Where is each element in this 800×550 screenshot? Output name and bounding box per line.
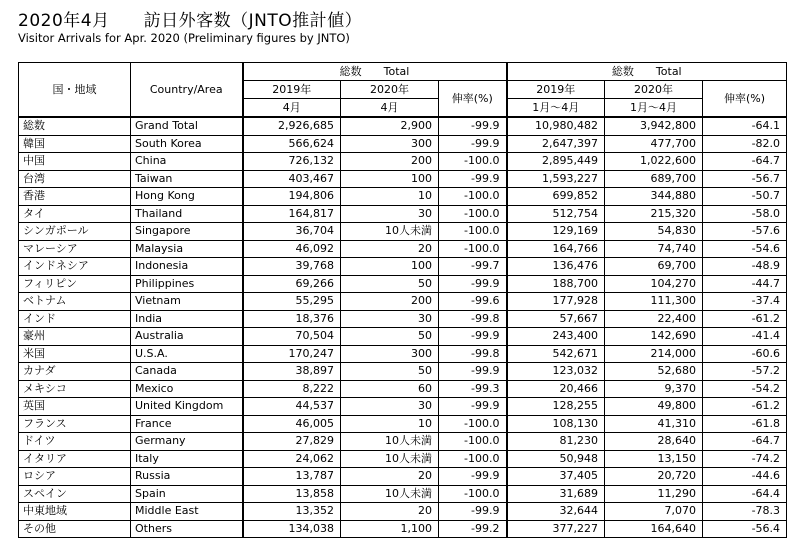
cell-region-jp: ドイツ	[19, 433, 131, 451]
cell-region-en: Hong Kong	[131, 188, 243, 206]
cell-region-jp: タイ	[19, 205, 131, 223]
cell-growth-month: -100.0	[439, 223, 507, 241]
cell-growth-ytd: -56.7	[703, 170, 787, 188]
cell-region-jp: イタリア	[19, 450, 131, 468]
cell-ytd-2019: 164,766	[507, 240, 605, 258]
cell-apr-2019: 24,062	[243, 450, 341, 468]
cell-region-jp: 総数	[19, 117, 131, 135]
page-subtitle: Visitor Arrivals for Apr. 2020 (Preliminary figures by JNTO)	[18, 31, 350, 45]
cell-growth-ytd: -60.6	[703, 345, 787, 363]
cell-apr-2020: 30	[341, 398, 439, 416]
table-row	[19, 117, 787, 135]
cell-region-jp: シンガポール	[19, 223, 131, 241]
cell-ytd-2020: 3,942,800	[605, 117, 703, 135]
cell-ytd-2020: 20,720	[605, 468, 703, 486]
cell-ytd-2020: 111,300	[605, 293, 703, 311]
cell-apr-2019: 566,624	[243, 135, 341, 153]
cell-ytd-2019: 123,032	[507, 363, 605, 381]
cell-region-en: Philippines	[131, 275, 243, 293]
cell-ytd-2019: 128,255	[507, 398, 605, 416]
cell-growth-month: -99.9	[439, 398, 507, 416]
cell-growth-ytd: -37.4	[703, 293, 787, 311]
cell-ytd-2019: 377,227	[507, 520, 605, 538]
cell-region-en: Grand Total	[131, 117, 243, 135]
cell-apr-2020: 60	[341, 380, 439, 398]
cell-ytd-2019: 31,689	[507, 485, 605, 503]
cell-ytd-2019: 542,671	[507, 345, 605, 363]
cell-growth-month: -100.0	[439, 153, 507, 171]
cell-growth-month: -100.0	[439, 485, 507, 503]
cell-apr-2019: 134,038	[243, 520, 341, 538]
cell-region-en: Australia	[131, 328, 243, 346]
page-title	[18, 6, 362, 30]
cell-growth-month: -99.9	[439, 135, 507, 153]
cell-apr-2019: 70,504	[243, 328, 341, 346]
header-2019-ytd-year: 2019年	[507, 81, 605, 99]
cell-ytd-2019: 81,230	[507, 433, 605, 451]
cell-growth-ytd: -48.9	[703, 258, 787, 276]
table-row	[19, 415, 787, 433]
cell-region-en: Indonesia	[131, 258, 243, 276]
title-main: 訪日外客数（JNTO推計値）	[143, 11, 363, 31]
cell-growth-ytd: -64.4	[703, 485, 787, 503]
cell-apr-2020: 100	[341, 258, 439, 276]
cell-ytd-2019: 20,466	[507, 380, 605, 398]
header-group-month: 総数 Total	[243, 63, 507, 81]
cell-apr-2020: 200	[341, 293, 439, 311]
cell-region-en: United Kingdom	[131, 398, 243, 416]
cell-apr-2019: 46,005	[243, 415, 341, 433]
cell-growth-ytd: -64.7	[703, 433, 787, 451]
cell-ytd-2020: 689,700	[605, 170, 703, 188]
cell-region-jp: 韓国	[19, 135, 131, 153]
cell-growth-ytd: -54.2	[703, 380, 787, 398]
cell-ytd-2019: 37,405	[507, 468, 605, 486]
cell-region-jp: フランス	[19, 415, 131, 433]
cell-region-en: Mexico	[131, 380, 243, 398]
header-2019-month-year: 2019年	[243, 81, 341, 99]
cell-ytd-2019: 108,130	[507, 415, 605, 433]
cell-region-en: Taiwan	[131, 170, 243, 188]
cell-apr-2020: 1,100	[341, 520, 439, 538]
cell-growth-ytd: -44.7	[703, 275, 787, 293]
cell-ytd-2020: 28,640	[605, 433, 703, 451]
cell-region-en: South Korea	[131, 135, 243, 153]
cell-ytd-2019: 2,895,449	[507, 153, 605, 171]
cell-apr-2020: 30	[341, 205, 439, 223]
cell-region-jp: ベトナム	[19, 293, 131, 311]
cell-apr-2020: 10	[341, 415, 439, 433]
cell-region-jp: 英国	[19, 398, 131, 416]
cell-growth-month: -99.9	[439, 468, 507, 486]
cell-region-en: Italy	[131, 450, 243, 468]
table-row	[19, 170, 787, 188]
cell-apr-2019: 69,266	[243, 275, 341, 293]
cell-apr-2019: 46,092	[243, 240, 341, 258]
cell-growth-ytd: -82.0	[703, 135, 787, 153]
cell-ytd-2019: 243,400	[507, 328, 605, 346]
table-row	[19, 205, 787, 223]
cell-growth-month: -99.8	[439, 310, 507, 328]
cell-growth-ytd: -58.0	[703, 205, 787, 223]
cell-apr-2020: 300	[341, 345, 439, 363]
cell-apr-2020: 20	[341, 503, 439, 521]
cell-ytd-2019: 57,667	[507, 310, 605, 328]
cell-growth-month: -99.9	[439, 170, 507, 188]
header-2020-month-year: 2020年	[341, 81, 439, 99]
cell-region-en: Thailand	[131, 205, 243, 223]
table-row	[19, 503, 787, 521]
cell-apr-2020: 10人未満	[341, 223, 439, 241]
cell-apr-2020: 20	[341, 468, 439, 486]
cell-ytd-2020: 142,690	[605, 328, 703, 346]
cell-region-en: Vietnam	[131, 293, 243, 311]
cell-growth-ytd: -57.2	[703, 363, 787, 381]
cell-apr-2019: 13,858	[243, 485, 341, 503]
cell-region-jp: スペイン	[19, 485, 131, 503]
cell-ytd-2020: 74,740	[605, 240, 703, 258]
cell-region-jp: その他	[19, 520, 131, 538]
cell-region-jp: カナダ	[19, 363, 131, 381]
cell-apr-2019: 27,829	[243, 433, 341, 451]
cell-growth-ytd: -57.6	[703, 223, 787, 241]
cell-apr-2019: 38,897	[243, 363, 341, 381]
cell-region-en: U.S.A.	[131, 345, 243, 363]
cell-ytd-2020: 11,290	[605, 485, 703, 503]
cell-ytd-2020: 477,700	[605, 135, 703, 153]
cell-apr-2020: 10人未満	[341, 450, 439, 468]
cell-apr-2020: 50	[341, 275, 439, 293]
cell-growth-month: -99.9	[439, 275, 507, 293]
cell-growth-month: -100.0	[439, 188, 507, 206]
cell-apr-2019: 55,295	[243, 293, 341, 311]
table-row	[19, 433, 787, 451]
cell-apr-2020: 10	[341, 188, 439, 206]
cell-apr-2019: 18,376	[243, 310, 341, 328]
cell-growth-month: -99.6	[439, 293, 507, 311]
cell-ytd-2020: 164,640	[605, 520, 703, 538]
cell-region-jp: 台湾	[19, 170, 131, 188]
cell-region-en: France	[131, 415, 243, 433]
header-region-jp: 国・地域	[19, 63, 131, 118]
cell-growth-ytd: -61.2	[703, 310, 787, 328]
cell-apr-2020: 300	[341, 135, 439, 153]
cell-apr-2020: 100	[341, 170, 439, 188]
cell-ytd-2019: 50,948	[507, 450, 605, 468]
table-row	[19, 450, 787, 468]
cell-growth-ytd: -78.3	[703, 503, 787, 521]
header-2019-month-period: 4月	[243, 99, 341, 118]
cell-region-jp: フィリピン	[19, 275, 131, 293]
table-row	[19, 153, 787, 171]
cell-ytd-2019: 10,980,482	[507, 117, 605, 135]
cell-apr-2020: 30	[341, 310, 439, 328]
cell-growth-ytd: -50.7	[703, 188, 787, 206]
cell-apr-2020: 200	[341, 153, 439, 171]
cell-apr-2019: 39,768	[243, 258, 341, 276]
cell-ytd-2019: 699,852	[507, 188, 605, 206]
cell-apr-2020: 50	[341, 363, 439, 381]
table-row	[19, 380, 787, 398]
cell-apr-2019: 2,926,685	[243, 117, 341, 135]
table-row	[19, 188, 787, 206]
cell-growth-ytd: -41.4	[703, 328, 787, 346]
cell-ytd-2019: 1,593,227	[507, 170, 605, 188]
header-group-ytd: 総数 Total	[507, 63, 787, 81]
header-2020-ytd-year: 2020年	[605, 81, 703, 99]
cell-region-en: Singapore	[131, 223, 243, 241]
cell-ytd-2019: 188,700	[507, 275, 605, 293]
header-region-en: Country/Area	[131, 63, 243, 118]
table-row	[19, 520, 787, 538]
table-row	[19, 310, 787, 328]
cell-apr-2019: 164,817	[243, 205, 341, 223]
cell-growth-month: -100.0	[439, 240, 507, 258]
table-row	[19, 293, 787, 311]
cell-growth-ytd: -56.4	[703, 520, 787, 538]
cell-apr-2019: 13,787	[243, 468, 341, 486]
cell-region-jp: インド	[19, 310, 131, 328]
cell-growth-month: -99.7	[439, 258, 507, 276]
header-growth-ytd: 伸率(%)	[703, 81, 787, 118]
cell-ytd-2020: 54,830	[605, 223, 703, 241]
cell-growth-month: -99.9	[439, 363, 507, 381]
header-2019-ytd-period: 1月～4月	[507, 99, 605, 118]
cell-region-jp: 豪州	[19, 328, 131, 346]
cell-ytd-2019: 177,928	[507, 293, 605, 311]
cell-ytd-2020: 9,370	[605, 380, 703, 398]
cell-growth-month: -100.0	[439, 415, 507, 433]
cell-growth-month: -99.9	[439, 117, 507, 135]
cell-ytd-2020: 344,880	[605, 188, 703, 206]
cell-ytd-2020: 104,270	[605, 275, 703, 293]
cell-apr-2019: 194,806	[243, 188, 341, 206]
cell-ytd-2020: 22,400	[605, 310, 703, 328]
table-row	[19, 485, 787, 503]
cell-growth-ytd: -61.8	[703, 415, 787, 433]
cell-region-en: Russia	[131, 468, 243, 486]
cell-ytd-2019: 136,476	[507, 258, 605, 276]
cell-growth-month: -99.3	[439, 380, 507, 398]
cell-region-jp: メキシコ	[19, 380, 131, 398]
table-row	[19, 223, 787, 241]
cell-ytd-2020: 52,680	[605, 363, 703, 381]
cell-region-en: Malaysia	[131, 240, 243, 258]
cell-ytd-2020: 69,700	[605, 258, 703, 276]
cell-region-jp: 中東地域	[19, 503, 131, 521]
cell-region-jp: ロシア	[19, 468, 131, 486]
table-row	[19, 275, 787, 293]
cell-growth-ytd: -54.6	[703, 240, 787, 258]
table-row	[19, 328, 787, 346]
table-body	[19, 117, 787, 538]
cell-region-en: Middle East	[131, 503, 243, 521]
cell-region-jp: 中国	[19, 153, 131, 171]
cell-apr-2020: 2,900	[341, 117, 439, 135]
table-row	[19, 345, 787, 363]
cell-region-en: Spain	[131, 485, 243, 503]
cell-growth-month: -99.2	[439, 520, 507, 538]
cell-ytd-2019: 129,169	[507, 223, 605, 241]
table-row	[19, 135, 787, 153]
cell-apr-2019: 13,352	[243, 503, 341, 521]
header-2020-ytd-period: 1月～4月	[605, 99, 703, 118]
cell-apr-2019: 726,132	[243, 153, 341, 171]
table-row	[19, 363, 787, 381]
cell-growth-ytd: -74.2	[703, 450, 787, 468]
cell-apr-2019: 36,704	[243, 223, 341, 241]
table-row	[19, 398, 787, 416]
cell-ytd-2020: 214,000	[605, 345, 703, 363]
cell-ytd-2020: 215,320	[605, 205, 703, 223]
cell-ytd-2019: 32,644	[507, 503, 605, 521]
cell-apr-2020: 50	[341, 328, 439, 346]
cell-region-en: Germany	[131, 433, 243, 451]
cell-region-en: Others	[131, 520, 243, 538]
visitor-arrivals-table	[18, 62, 787, 538]
cell-ytd-2020: 41,310	[605, 415, 703, 433]
cell-region-en: China	[131, 153, 243, 171]
cell-growth-month: -100.0	[439, 450, 507, 468]
cell-apr-2020: 20	[341, 240, 439, 258]
table-row	[19, 240, 787, 258]
cell-ytd-2020: 7,070	[605, 503, 703, 521]
cell-apr-2020: 10人未満	[341, 433, 439, 451]
cell-apr-2019: 8,222	[243, 380, 341, 398]
cell-region-jp: マレーシア	[19, 240, 131, 258]
cell-region-jp: 香港	[19, 188, 131, 206]
cell-growth-ytd: -64.1	[703, 117, 787, 135]
cell-apr-2020: 10人未満	[341, 485, 439, 503]
cell-region-en: India	[131, 310, 243, 328]
cell-apr-2019: 44,537	[243, 398, 341, 416]
cell-growth-month: -100.0	[439, 433, 507, 451]
cell-growth-ytd: -64.7	[703, 153, 787, 171]
cell-region-jp: インドネシア	[19, 258, 131, 276]
cell-growth-month: -100.0	[439, 205, 507, 223]
cell-ytd-2019: 512,754	[507, 205, 605, 223]
cell-region-en: Canada	[131, 363, 243, 381]
header-2020-month-period: 4月	[341, 99, 439, 118]
cell-growth-month: -99.9	[439, 328, 507, 346]
cell-apr-2019: 170,247	[243, 345, 341, 363]
cell-ytd-2019: 2,647,397	[507, 135, 605, 153]
cell-ytd-2020: 13,150	[605, 450, 703, 468]
cell-region-jp: 米国	[19, 345, 131, 363]
cell-growth-ytd: -44.6	[703, 468, 787, 486]
cell-ytd-2020: 49,800	[605, 398, 703, 416]
header-growth-month: 伸率(%)	[439, 81, 507, 118]
cell-growth-ytd: -61.2	[703, 398, 787, 416]
cell-ytd-2020: 1,022,600	[605, 153, 703, 171]
table-row	[19, 468, 787, 486]
cell-growth-month: -99.9	[439, 503, 507, 521]
cell-growth-month: -99.8	[439, 345, 507, 363]
table-row	[19, 258, 787, 276]
title-date: 2020年4月	[18, 11, 110, 31]
cell-apr-2019: 403,467	[243, 170, 341, 188]
